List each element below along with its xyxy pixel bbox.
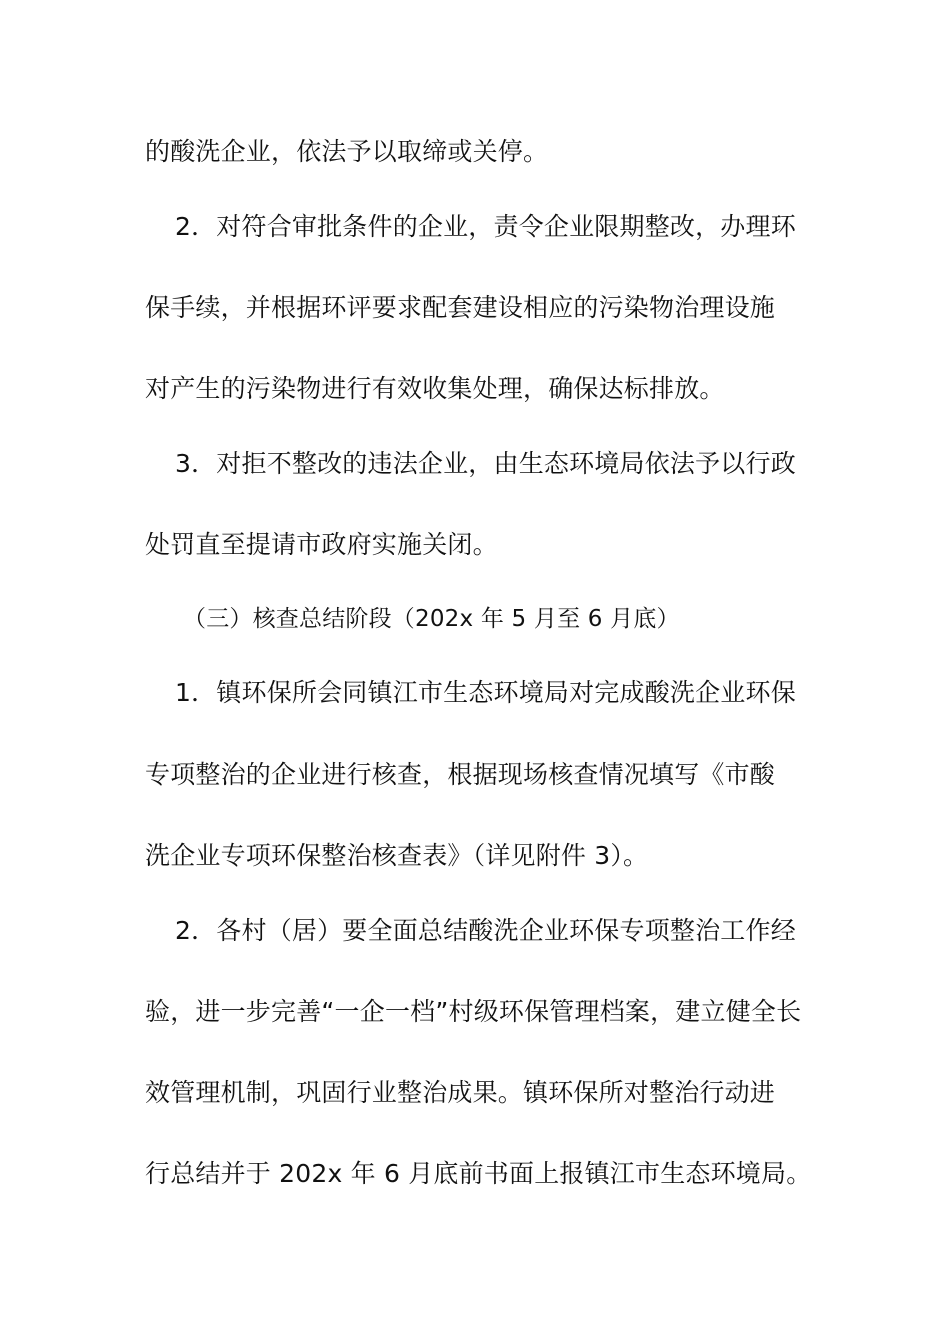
paragraph-line: 1．镇环保所会同镇江市生态环境局对完成酸洗企业环保 — [175, 678, 796, 707]
paragraph-line: 效管理机制，巩固行业整治成果。镇环保所对整治行动进 — [145, 1078, 776, 1107]
paragraph-line: 对产生的污染物进行有效收集处理，确保达标排放。 — [145, 374, 725, 403]
paragraph-line: 的酸洗企业，依法予以取缔或关停。 — [145, 137, 549, 166]
section-heading: （三）核查总结阶段（202x 年 5 月至 6 月底） — [183, 606, 680, 632]
paragraph-line: 专项整治的企业进行核查，根据现场核查情况填写《市酸 — [145, 760, 776, 789]
paragraph-line: 3．对拒不整改的违法企业，由生态环境局依法予以行政 — [175, 449, 796, 478]
paragraph-line: 2．对符合审批条件的企业，责令企业限期整改，办理环 — [175, 212, 796, 241]
paragraph-line: 2．各村（居）要全面总结酸洗企业环保专项整治工作经 — [175, 916, 796, 945]
paragraph-line: 验，进一步完善“一企一档”村级环保管理档案，建立健全长 — [145, 997, 802, 1026]
paragraph-line: 行总结并于 202x 年 6 月底前书面上报镇江市生态环境局。 — [145, 1159, 812, 1188]
paragraph-line: 保手续，并根据环评要求配套建设相应的污染物治理设施 — [145, 293, 776, 322]
paragraph-line: 洗企业专项环保整治核查表》（详见附件 3）。 — [145, 841, 649, 870]
paragraph-line: 处罚直至提请市政府实施关闭。 — [145, 530, 498, 559]
